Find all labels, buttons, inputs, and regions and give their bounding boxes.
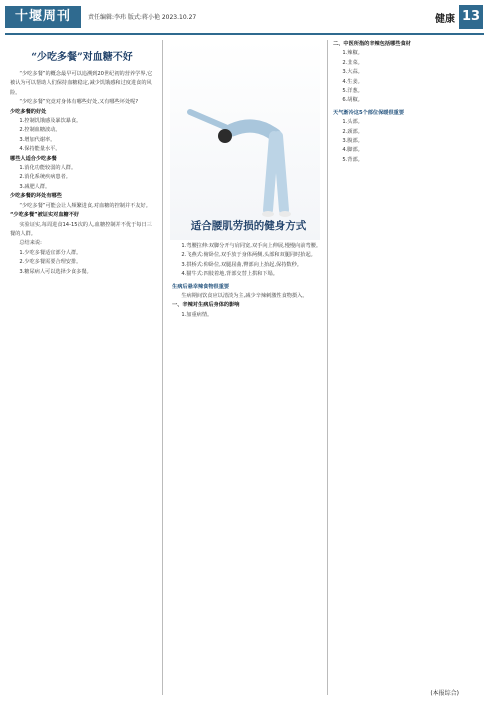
column-divider — [327, 40, 328, 695]
paragraph: 3.拱桥式:仰卧位,双腿屈曲,臀部向上抬起,保持数秒。 — [181, 261, 302, 268]
column-divider — [162, 40, 163, 695]
section-heading: “少吃多餐”被证实对血糖不好 — [10, 212, 80, 219]
page-number: 13 — [459, 5, 483, 29]
paragraph: 2.韭菜。 — [342, 59, 363, 66]
section-heading: 一、辛辣对生病后身体的影响 — [172, 302, 240, 309]
section-heading: 少吃多餐的好处 — [10, 108, 47, 115]
paragraph: “少吃多餐”的概念最早可以追溯到20世纪初的营养学界,它被认为可以帮助人们保持血糖稳定,减少饥饿感和过度进食的风险。 — [10, 71, 153, 96]
newspaper-logo: 十堰周刊 — [5, 6, 81, 28]
paragraph: 1.辣椒。 — [342, 50, 363, 57]
paragraph: 1.消化功能较弱的人群。 — [19, 165, 77, 172]
paragraph: 3.减肥人群。 — [19, 183, 51, 190]
paragraph: 4.保持能量水平。 — [19, 146, 61, 153]
article1-body — [10, 70, 156, 695]
paragraph: 1.弯腰拉伸:双脚分开与肩同宽,双手向上伸展,慢慢向前弯腰。 — [181, 243, 322, 249]
section-name: 健康 — [435, 14, 455, 25]
section-heading: 少吃多餐的坏处有哪些 — [10, 193, 62, 200]
article2-title: 适合腰肌劳损的健身方式 — [190, 220, 307, 232]
paragraph: 3.糖尿病人可以选择少食多餐。 — [19, 268, 92, 275]
paragraph: 4.脚部。 — [342, 147, 363, 154]
paragraph: 3.腹部。 — [342, 138, 363, 145]
paragraph: 1.少吃多餐适宜部分人群。 — [19, 249, 82, 256]
header-rule — [5, 33, 484, 35]
paragraph: 6.胡椒。 — [342, 97, 363, 104]
paragraph: “少吃多餐”究竟对身体有哪些好处,又有哪些坏处呢? — [19, 99, 139, 106]
section-heading: 天气渐冷这5个部位保暖很重要 — [333, 109, 405, 116]
stretching-illustration — [170, 40, 320, 240]
paragraph: 实验证实,每周进食14-15次的人,血糖控制并不优于每日三餐的人群。 — [10, 221, 152, 237]
source-credit: (本报综合) — [430, 690, 459, 697]
paragraph: 3.增加代谢率。 — [19, 136, 56, 143]
paragraph: 1.加重病情。 — [181, 311, 213, 318]
paragraph: 3.大蒜。 — [342, 69, 363, 76]
section-heading: 生病后悬幸辣食物很重要 — [172, 283, 230, 290]
paragraph: 5.背部。 — [342, 156, 363, 163]
paragraph: 2.飞燕式:俯卧位,双手放于身体两侧,头部和双腿同时抬起。 — [181, 252, 316, 259]
article3-body — [333, 40, 481, 680]
paragraph: 2.控制血糖波动。 — [19, 127, 61, 134]
paragraph: 5.洋葱。 — [342, 88, 363, 95]
page-header — [0, 0, 489, 34]
paragraph: “少吃多餐”可能会让人频繁进食,对血糖的控制并不友好。 — [19, 202, 151, 209]
article1-title: “少吃多餐”对血糖不好 — [31, 52, 133, 63]
paragraph: 2.少吃多餐需要合理安排。 — [19, 259, 82, 266]
paragraph: 4.生姜。 — [342, 78, 363, 85]
paragraph: 1.头部。 — [342, 119, 363, 126]
section-heading: 哪些人适合少吃多餐 — [10, 155, 57, 162]
paragraph: 2.颈部。 — [342, 128, 363, 135]
article2-body — [172, 242, 322, 694]
paragraph: 1.控制饥饿感及暴饮暴食。 — [19, 118, 82, 125]
paragraph: 2.消化系统疾病患者。 — [19, 174, 71, 181]
paragraph: 4.猫牛式:四肢着地,背部交替上拱和下塌。 — [181, 271, 278, 278]
section-heading: 二、中医所指的辛辣包括哪些食材 — [333, 41, 411, 47]
header-meta: 责任编辑:李玮 版式:蒋小艳 2023.10.27 — [88, 14, 197, 21]
paragraph: 生病期间饮食应以清淡为主,减少辛辣刺激性食物摄入。 — [181, 293, 308, 300]
paragraph: 总结来说: — [19, 240, 42, 247]
